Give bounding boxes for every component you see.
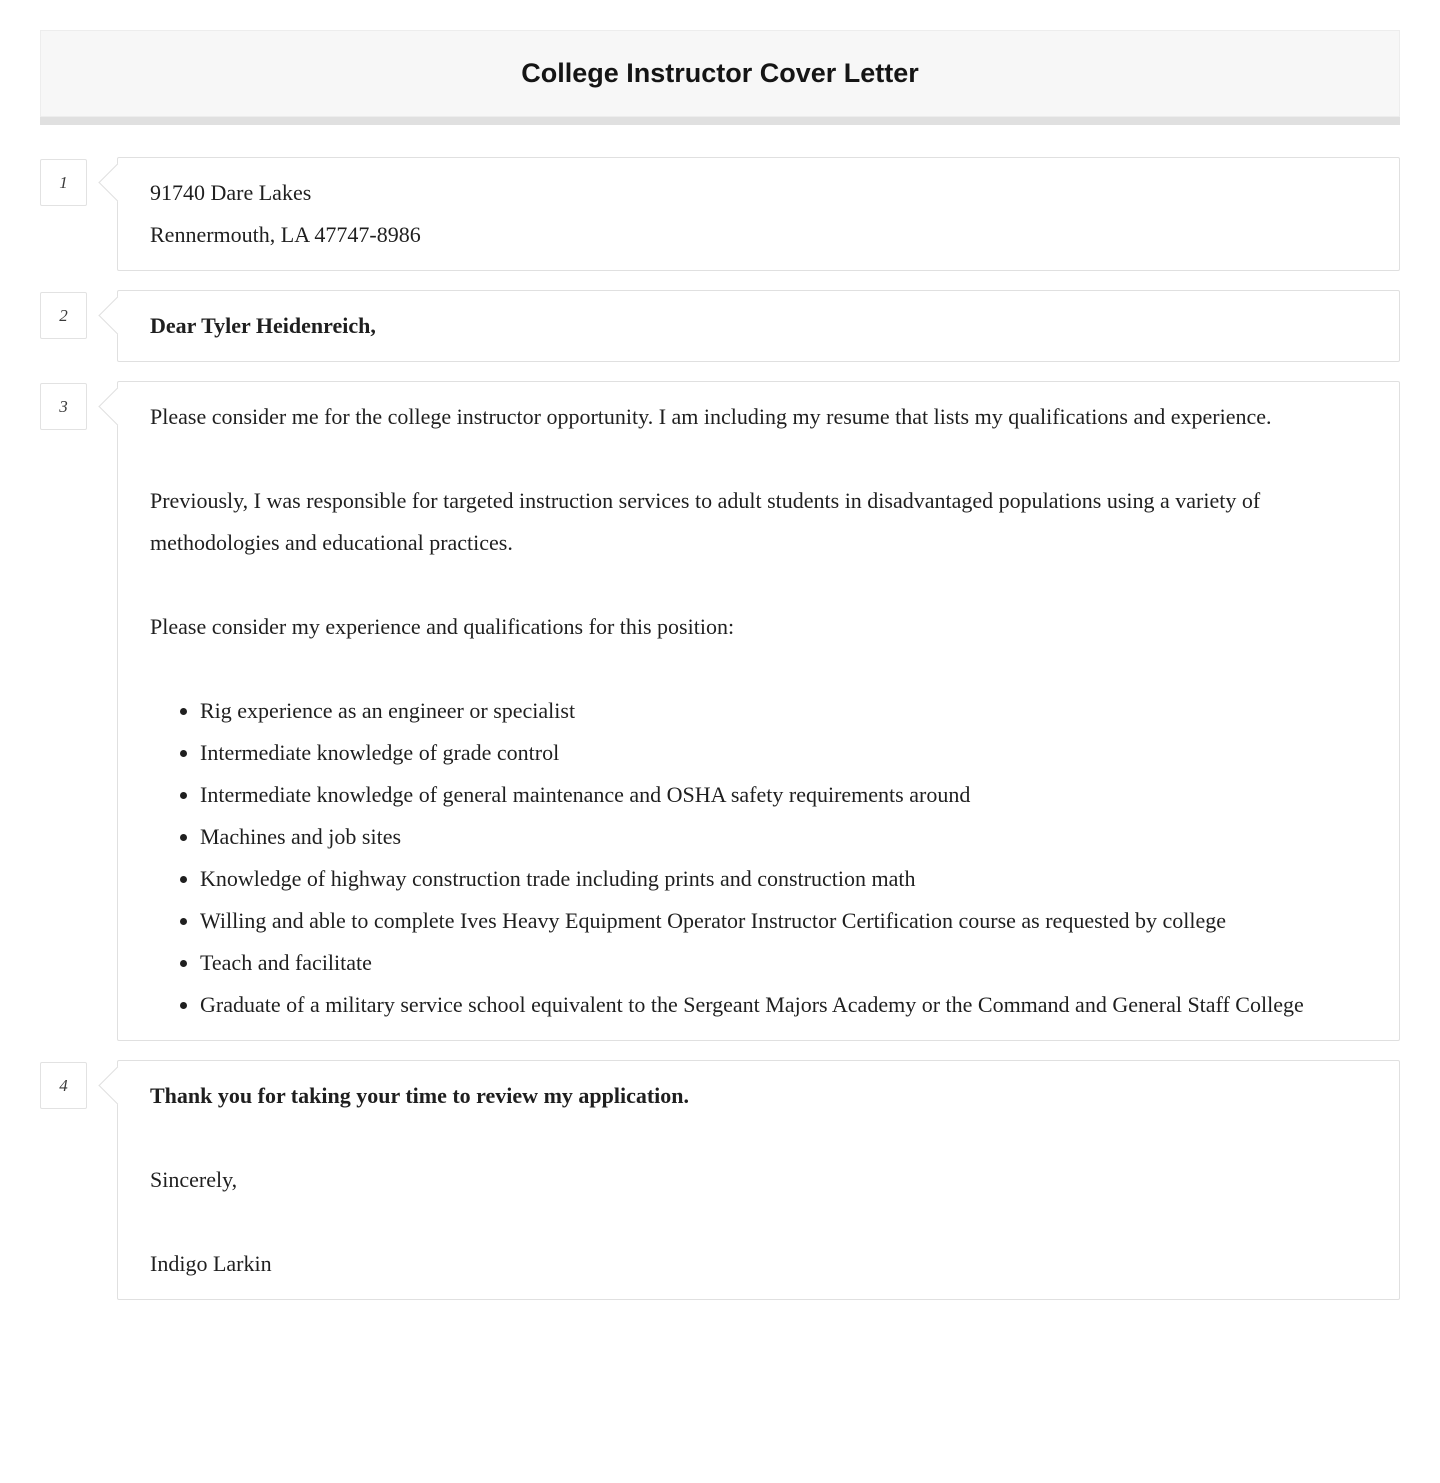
section-number: 3 [59,396,68,416]
closing-signoff: Sincerely, [150,1167,238,1192]
body-paragraph-2: Previously, I was responsible for targeted instruction services to adult students in disadvantaged populations using a variety of methodologies and educational practices. [150,488,1261,555]
section-number: 2 [59,305,68,325]
section-number-badge [40,1062,87,1109]
qualifications-list [150,690,1367,1026]
qualification-item: • Machines and job sites [200,816,1367,858]
qualification-item: • Intermediate knowledge of general maintenance and OSHA safety requirements around [200,774,1367,816]
header-divider-strip [40,117,1400,125]
address-line-1: 91740 Dare Lakes [150,180,312,205]
section-number-badge [40,383,87,430]
page-title: College Instructor Cover Letter [521,58,919,88]
qualification-item: • Teach and facilitate [200,942,1367,984]
body-paragraph-3: Please consider my experience and qualifications for this position: [150,614,735,639]
section-number-badge [40,159,87,206]
letter-sections [40,157,1400,1300]
address-box [117,157,1400,271]
section-number-badge [40,292,87,339]
body-paragraph-1: Please consider me for the college instructor opportunity. I am including my resume that lists my qualifications and experience. [150,404,1272,429]
section-address [40,157,1400,271]
page-header [40,30,1400,125]
body-box [117,381,1400,1041]
address-line-2: Rennermouth, LA 47747-8986 [150,222,421,247]
section-body [40,381,1400,1041]
section-closing [40,1060,1400,1300]
closing-box [117,1060,1400,1300]
qualification-item: • Graduate of a military service school equivalent to the Sergeant Majors Academy or the Command and General Staff College [200,984,1367,1026]
qualification-item: • Intermediate knowledge of grade control [200,732,1367,774]
page-header-box [40,30,1400,117]
qualification-item: • Knowledge of highway construction trade including prints and construction math [200,858,1367,900]
salutation-box [117,290,1400,362]
qualification-item: • Rig experience as an engineer or specialist [200,690,1367,732]
closing-thanks: Thank you for taking your time to review my application. [150,1083,690,1108]
salutation-text: Dear Tyler Heidenreich, [150,313,376,338]
qualification-item: • Willing and able to complete Ives Heavy Equipment Operator Instructor Certification course as requested by college [200,900,1367,942]
section-number: 1 [59,172,68,192]
section-salutation [40,290,1400,362]
section-number: 4 [59,1075,68,1095]
closing-signature: Indigo Larkin [150,1251,272,1276]
